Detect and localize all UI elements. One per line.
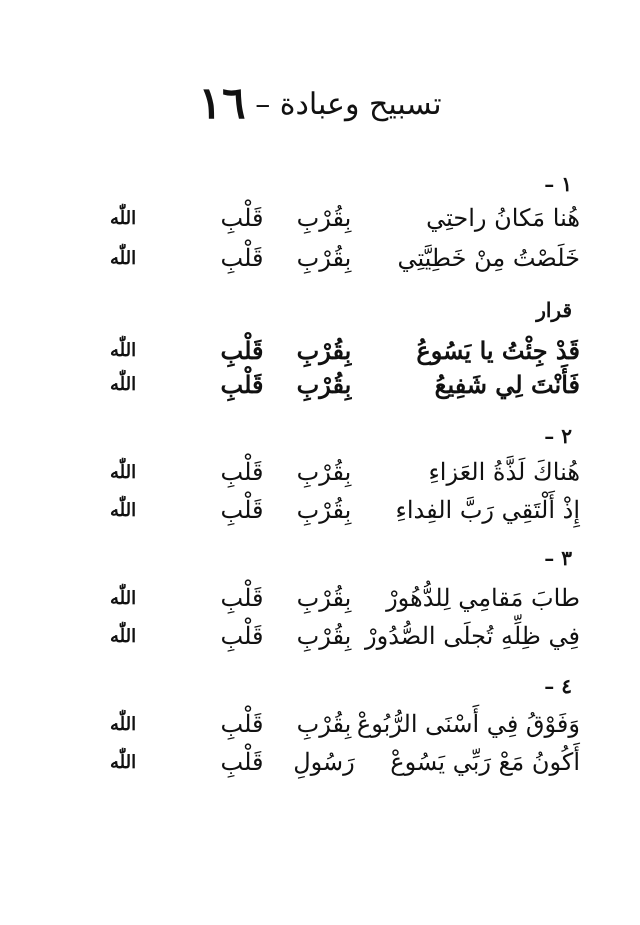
refrain-word-heart: قَلْبِ [220,244,264,272]
refrain-word-heart: قَلْبِ [220,584,264,612]
refrain-word-near: بِقُرْبِ [296,710,352,738]
refrain-word-heart: قَلْبِ [220,710,264,738]
page-title [0,78,640,129]
verse-line [110,578,580,618]
refrain-word-near: بِقُرْبِ [296,335,352,365]
verse-phrase: خَلَصْتُ مِنْ خَطِيَّتِي [397,244,580,272]
verse-phrase: فَأَنْتَ لِي شَفِيعُ [434,369,580,399]
refrain-word-god: اللّٰه [110,713,137,735]
verse-line [110,616,580,656]
refrain-word-god: اللّٰه [110,247,137,269]
section-label-4: ٤ – [544,674,572,698]
verse-line [110,490,580,530]
verse-phrase: هُناكَ لَذَّةُ العَزاءِ [428,458,580,486]
refrain-word-god: اللّٰه [110,207,137,229]
refrain-word-heart: قَلْبِ [220,335,264,365]
refrain-word-near: بِقُرْبِ [296,369,352,399]
refrain-word-god: اللّٰه [110,751,137,773]
verse-phrase: هُنا مَكانُ راحتِي [426,204,580,232]
refrain-word-near: بِقُرْبِ [296,622,352,650]
verse-phrase: أَكُونُ مَعْ رَبِّي يَسُوعْ [390,748,580,776]
verse-line [110,452,580,492]
refrain-word-god: اللّٰه [110,373,137,395]
refrain-word-god: اللّٰه [110,587,137,609]
chorus-line [110,364,580,404]
refrain-word-near: بِقُرْبِ [296,204,352,232]
refrain-word-near: بِقُرْبِ [296,244,352,272]
refrain-word-near: بِقُرْبِ [296,584,352,612]
verse-line [110,742,580,782]
refrain-word-heart: قَلْبِ [220,496,264,524]
section-label-chorus: قرار [536,298,572,322]
verse-phrase: وَفَوْقُ فِي أَسْنَى الرُّبُوعْ [356,710,580,738]
section-label-3: ٣ – [544,546,572,570]
refrain-word-near: بِقُرْبِ [296,496,352,524]
verse-line [110,238,580,278]
verse-line [110,704,580,744]
refrain-word-heart: قَلْبِ [220,369,264,399]
verse-phrase: طابَ مَقامِي لِلدُّهُورْ [386,584,580,612]
verse-phrase: إِذْ أَلْتَقِي رَبَّ الفِداءِ [395,496,580,524]
refrain-word-near: رَسُولِ [293,748,355,776]
refrain-word-near: بِقُرْبِ [296,458,352,486]
refrain-word-heart: قَلْبِ [220,622,264,650]
section-label-2: ٢ – [544,424,572,448]
refrain-word-heart: قَلْبِ [220,748,264,776]
verse-phrase: قَدْ جِئْتُ يا يَسُوعُ [416,335,580,365]
refrain-word-god: اللّٰه [110,461,137,483]
refrain-word-god: اللّٰه [110,339,137,361]
title-number: ١٦ [198,78,246,129]
refrain-word-god: اللّٰه [110,499,137,521]
section-label-1: ١ – [544,172,572,196]
refrain-word-heart: قَلْبِ [220,458,264,486]
verse-phrase: فِي ظِلِّهِ تُجلَى الصُّدُورْ [365,622,580,650]
refrain-word-heart: قَلْبِ [220,204,264,232]
refrain-word-god: اللّٰه [110,625,137,647]
verse-line [110,198,580,238]
title-text: تسبيح وعبادة – [255,87,442,122]
